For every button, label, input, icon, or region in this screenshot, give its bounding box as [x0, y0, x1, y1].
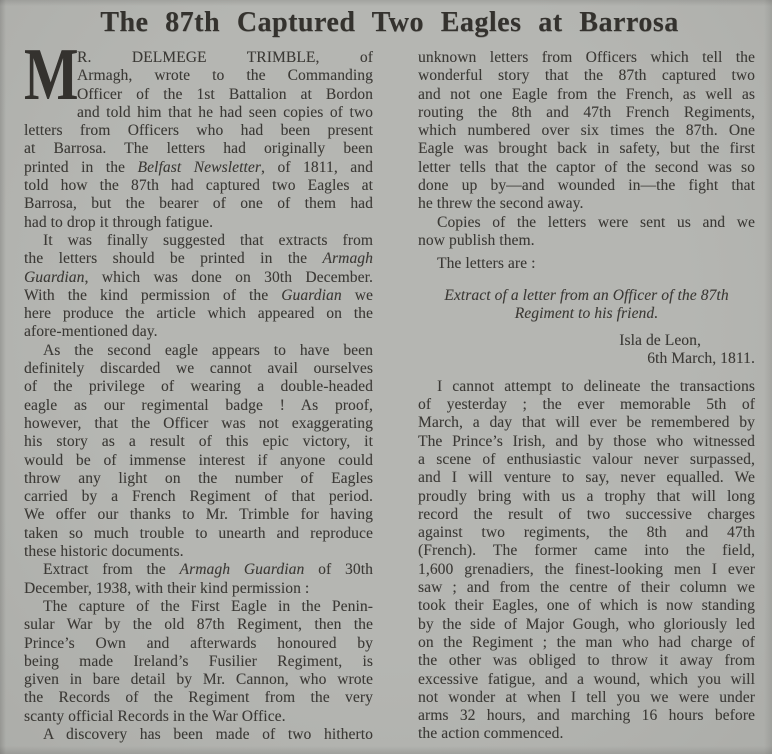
text-line: Eagle was brought back in safety, but the first	[418, 140, 755, 158]
letters-intro	[418, 255, 755, 273]
text-line: excessive fatigue, and a wound, which you will	[418, 670, 755, 688]
text-line: printed in the Belfast Newsletter, of 1811, and	[24, 158, 373, 176]
text-line: done up by—and wounded in—the fight that	[418, 177, 755, 195]
text-line: Armagh, wrote to the Commanding	[77, 67, 373, 85]
column-2	[418, 49, 755, 744]
text-line: carried by a French Regiment of that period.	[24, 488, 373, 506]
text-line: Copies of the letters were sent us and we	[437, 213, 755, 231]
text-line: Barrosa, but the bearer of one of them had	[24, 195, 373, 213]
text-line: of the privilege of wearing a double-headed	[24, 378, 373, 396]
text-line: Regiment to his friend.	[514, 304, 659, 322]
text-line: a scene of enthusiastic valour never surpassed,	[418, 450, 755, 468]
text-line: his story as a result of this epic victory, it	[24, 433, 373, 451]
text-line: letter tells that the captor of the second was so	[418, 158, 755, 176]
text-line: here produce the article which appeared on the	[24, 305, 373, 323]
text-line: It was finally suggested that extracts from	[43, 231, 373, 249]
text-line: scanty official Records in the War Office.	[24, 707, 286, 725]
text-line: which numbered over six times the 87th. One	[418, 122, 755, 140]
text-line: 6th March, 1811.	[647, 350, 755, 368]
letter-heading	[418, 287, 755, 324]
text-line: arms 32 hours, and marching 16 hours before	[418, 707, 755, 725]
text-line: (French). The former came into the field,	[418, 542, 755, 560]
text-line: would be of immense interest if anyone could	[24, 451, 373, 469]
text-line: the other was obliged to throw it away from	[418, 652, 755, 670]
text-line: on the Regiment ; the man who had charge of	[418, 633, 755, 651]
text-line: not wonder at when I tell you we were under	[418, 688, 755, 706]
text-line: the action commenced.	[418, 725, 564, 743]
text-line: had to drop it through fatigue.	[24, 213, 214, 231]
extract-intro-paragraph	[24, 561, 373, 598]
text-line: The letters are :	[437, 255, 536, 273]
article-columns	[24, 34, 755, 744]
text-line: saw ; and from the centre of their column we	[418, 579, 755, 597]
paragraph	[24, 726, 373, 744]
text-line: took their Eagles, one of which is now standing	[418, 597, 755, 615]
text-line: and not one Eagle from the French, as well as	[418, 85, 755, 103]
text-line: letters from Officers who had been present	[24, 122, 373, 140]
text-line: Guardian, which was done on 30th December.	[24, 268, 373, 286]
text-line: proudly bring with us a trophy that will long	[418, 487, 755, 505]
text-line: A discovery has been made of two hitherto	[43, 725, 373, 743]
text-line: Prince’s Own and afterwards honoured by	[24, 634, 373, 652]
text-line: sular War by the old 87th Regiment, then the	[24, 616, 373, 634]
text-line: given in bare detail by Mr. Cannon, who wrote	[24, 671, 373, 689]
text-line: 1,600 grenadiers, the finest-looking men I ever	[418, 560, 755, 578]
text-line: Isla de Leon,	[619, 332, 701, 350]
paragraph	[24, 342, 373, 562]
text-line: unknown letters from Officers which tell the	[418, 49, 755, 66]
text-line: The capture of the First Eagle in the Penin-	[43, 597, 373, 615]
paragraph	[418, 214, 755, 251]
text-line: throw any light on the number of Eagles	[24, 469, 373, 487]
text-line: afore-mentioned day.	[24, 323, 158, 341]
letter-dateline	[418, 332, 755, 369]
text-line: I cannot attempt to delineate the transactions	[437, 377, 755, 395]
text-line: he threw the second away.	[418, 195, 584, 213]
text-line: record the result of two successive charges	[418, 505, 755, 523]
text-line: Extract from the Armagh Guardian of 30th	[43, 561, 373, 579]
article-title: The 87th Captured Two Eagles at Barrosa	[100, 7, 679, 38]
text-line: The Prince’s Irish, and by those who witnessed	[418, 432, 755, 450]
text-line: at Barrosa. The letters had originally been	[24, 140, 373, 158]
text-line: against two regiments, the 8th and 47th	[418, 524, 755, 542]
text-line: now publish them.	[418, 231, 535, 249]
text-line: We offer our thanks to Mr. Trimble for having	[24, 506, 373, 524]
text-line: told how the 87th had captured two Eagles at	[24, 177, 373, 195]
column-1	[24, 34, 374, 744]
text-line: being made Ireland’s Fusilier Regiment, is	[24, 652, 373, 670]
drop-cap: M	[24, 34, 79, 116]
text-line: definitely discarded we cannot avail ourselves	[24, 360, 373, 378]
continuation-paragraph	[418, 49, 755, 214]
text-line: routing the 8th and 47th French Regiments,	[418, 103, 755, 121]
text-line: As the second eagle appears to have been	[43, 341, 373, 359]
text-line: the Records of the Regiment from the very	[24, 689, 373, 707]
text-line: Extract of a letter from an Officer of the 87th	[444, 286, 729, 304]
text-line: Officer of the 1st Battalion at Bordon	[77, 85, 373, 103]
opening-paragraph	[24, 34, 373, 232]
text-line: With the kind permission of the Guardian we	[24, 286, 374, 304]
text-line: December, 1938, with their kind permission :	[24, 579, 310, 597]
letter-body	[418, 378, 755, 744]
text-line: wonderful story that the 87th captured two	[418, 67, 755, 85]
text-line: R. DELMEGE TRIMBLE, of	[77, 49, 373, 66]
text-line: by the side of Major Gough, who gloriously led	[418, 615, 755, 633]
text-line: taken so much trouble to unearth and reproduce	[24, 524, 373, 542]
text-line: and told him that he had seen copies of two	[77, 103, 373, 121]
text-line: eagle as our regimental badge ! As proof,	[24, 396, 373, 414]
text-line: however, that the Officer was not exaggerating	[24, 414, 373, 432]
paragraph	[24, 232, 373, 342]
text-line: the letters should be printed in the Armagh	[24, 250, 373, 268]
text-line: March, a day that will ever be remembered by	[418, 414, 755, 432]
text-line: these historic documents.	[24, 543, 184, 561]
text-line: of yesterday ; the ever memorable 5th of	[418, 396, 755, 414]
text-line: and I will venture to say, never equalled. We	[418, 469, 755, 487]
paragraph	[24, 598, 373, 726]
